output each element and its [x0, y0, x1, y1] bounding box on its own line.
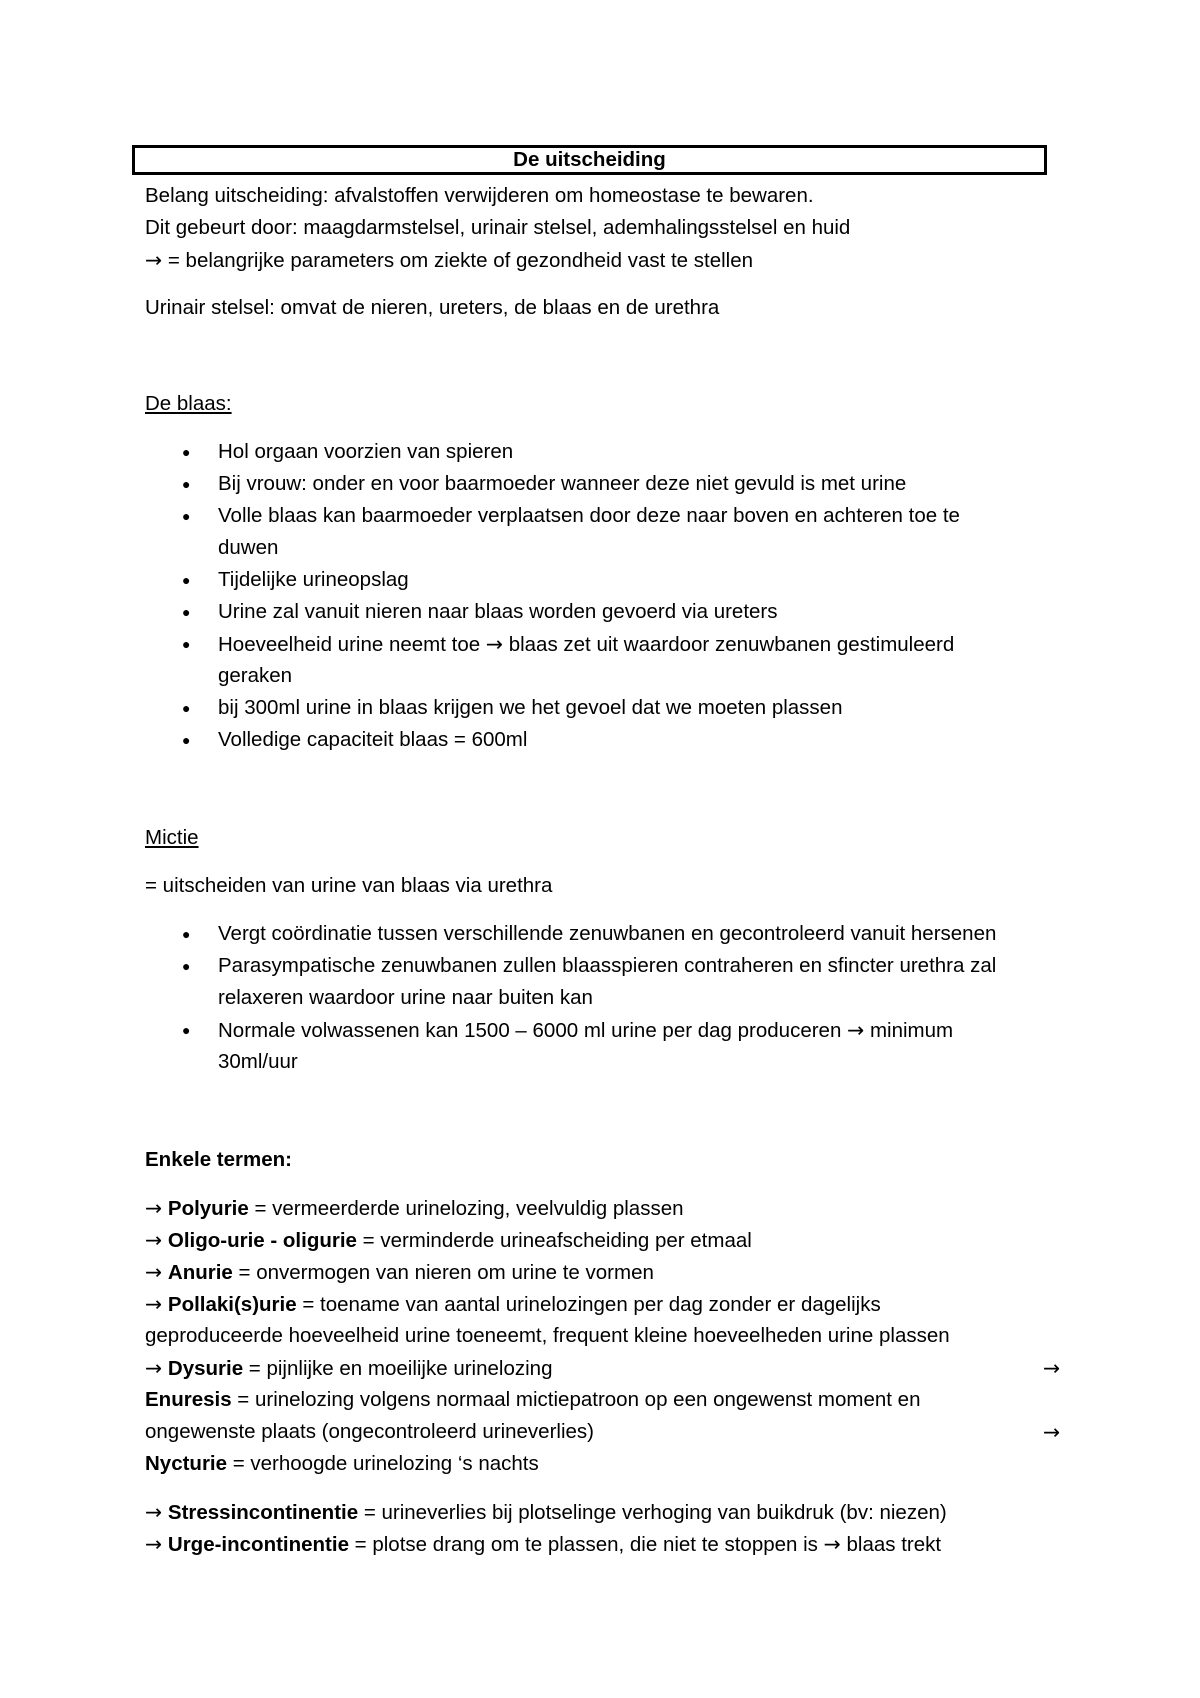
bullet-icon: ●	[182, 444, 191, 460]
arrow-icon: →	[823, 1532, 841, 1556]
blaas-bullet-2: Bij vrouw: onder en voor baarmoeder wanneer deze niet gevuld is met urine	[218, 472, 907, 495]
term-stressincontinentie: → Stressincontinentie = urineverlies bij plotselinge verhoging van buikdruk (bv: niezen)	[145, 1500, 947, 1524]
bullet-icon: ●	[182, 1022, 191, 1038]
arrow-icon: →	[485, 632, 503, 656]
section-heading-blaas: De blaas:	[145, 392, 232, 415]
arrow-icon: →	[145, 1260, 163, 1284]
intro-line-1: Belang uitscheiding: afvalstoffen verwijderen om homeostase te bewaren.	[145, 184, 814, 207]
arrow-icon: →	[1043, 1420, 1061, 1444]
bullet-icon: ●	[182, 636, 191, 652]
term-nycturie: Nycturie = verhoogde urinelozing ‘s nachts	[145, 1452, 539, 1475]
blaas-bullet-5: Urine zal vanuit nieren naar blaas worden gevoerd via ureters	[218, 600, 778, 623]
arrow-icon: →	[145, 248, 163, 272]
bullet-icon: ●	[182, 476, 191, 492]
mictie-bullet-1: Vergt coördinatie tussen verschillende zenuwbanen en gecontroleerd vanuit hersenen	[218, 922, 997, 945]
arrow-icon: →	[145, 1500, 163, 1524]
bullet-icon: ●	[182, 508, 191, 524]
mictie-bullet-2: Parasympatische zenuwbanen zullen blaasspieren contraheren en sfincter urethra zal	[218, 954, 997, 977]
blaas-bullet-7: bij 300ml urine in blaas krijgen we het gevoel dat we moeten plassen	[218, 696, 843, 719]
blaas-bullet-8: Volledige capaciteit blaas = 600ml	[218, 728, 528, 751]
blaas-bullet-6-cont: geraken	[218, 664, 293, 687]
term-urge-incontinentie: → Urge-incontinentie = plotse drang om te plassen, die niet te stoppen is → blaas trekt	[145, 1532, 942, 1556]
arrow-icon: →	[145, 1292, 163, 1316]
intro-line-4: Urinair stelsel: omvat de nieren, ureters, de blaas en de urethra	[145, 296, 720, 319]
term-enuresis: Enuresis = urinelozing volgens normaal mictiepatroon op een ongewenst moment en	[145, 1388, 921, 1411]
arrow-icon: →	[1043, 1356, 1061, 1380]
section-heading-mictie: Mictie	[145, 826, 199, 849]
arrow-icon: →	[145, 1228, 163, 1252]
term-pollakisurie: → Pollaki(s)urie = toename van aantal urinelozingen per dag zonder er dagelijks	[145, 1292, 881, 1316]
arrow-icon: →	[145, 1356, 163, 1380]
arrow-icon: →	[145, 1196, 163, 1220]
bullet-icon: ●	[182, 700, 191, 716]
term-dysurie: → Dysurie = pijnlijke en moeilijke urinelozing	[145, 1356, 553, 1380]
blaas-bullet-4: Tijdelijke urineopslag	[218, 568, 409, 591]
arrow-icon: →	[847, 1018, 865, 1042]
bullet-icon: ●	[182, 926, 191, 942]
blaas-bullet-3: Volle blaas kan baarmoeder verplaatsen door deze naar boven en achteren toe te	[218, 504, 960, 527]
blaas-bullet-6: Hoeveelheid urine neemt toe → blaas zet uit waardoor zenuwbanen gestimuleerd	[218, 632, 955, 656]
mictie-definition: = uitscheiden van urine van blaas via urethra	[145, 874, 553, 897]
mictie-bullet-3: Normale volwassenen kan 1500 – 6000 ml urine per dag produceren → minimum	[218, 1018, 954, 1042]
term-pollakisurie-cont: geproduceerde hoeveelheid urine toeneemt, frequent kleine hoeveelheden urine plassen	[145, 1324, 950, 1347]
bullet-icon: ●	[182, 572, 191, 588]
term-anurie: → Anurie = onvermogen van nieren om urine te vormen	[145, 1260, 654, 1284]
section-heading-termen: Enkele termen:	[145, 1148, 292, 1171]
mictie-bullet-3-cont: 30ml/uur	[218, 1050, 298, 1073]
bullet-icon: ●	[182, 958, 191, 974]
bullet-icon: ●	[182, 604, 191, 620]
term-enuresis-cont: ongewenste plaats (ongecontroleerd urineverlies)	[145, 1420, 594, 1443]
intro-line-3: → = belangrijke parameters om ziekte of gezondheid vast te stellen	[145, 248, 754, 272]
arrow-icon: →	[145, 1532, 163, 1556]
term-polyurie: → Polyurie = vermeerderde urinelozing, veelvuldig plassen	[145, 1196, 684, 1220]
intro-line-2: Dit gebeurt door: maagdarmstelsel, urinair stelsel, ademhalingsstelsel en huid	[145, 216, 851, 239]
mictie-bullet-2-cont: relaxeren waardoor urine naar buiten kan	[218, 986, 593, 1009]
bullet-icon: ●	[182, 732, 191, 748]
document-title: De uitscheiding	[132, 145, 1047, 175]
blaas-bullet-3-cont: duwen	[218, 536, 279, 559]
blaas-bullet-1: Hol orgaan voorzien van spieren	[218, 440, 514, 463]
term-oligurie: → Oligo-urie - oligurie = verminderde urineafscheiding per etmaal	[145, 1228, 752, 1252]
